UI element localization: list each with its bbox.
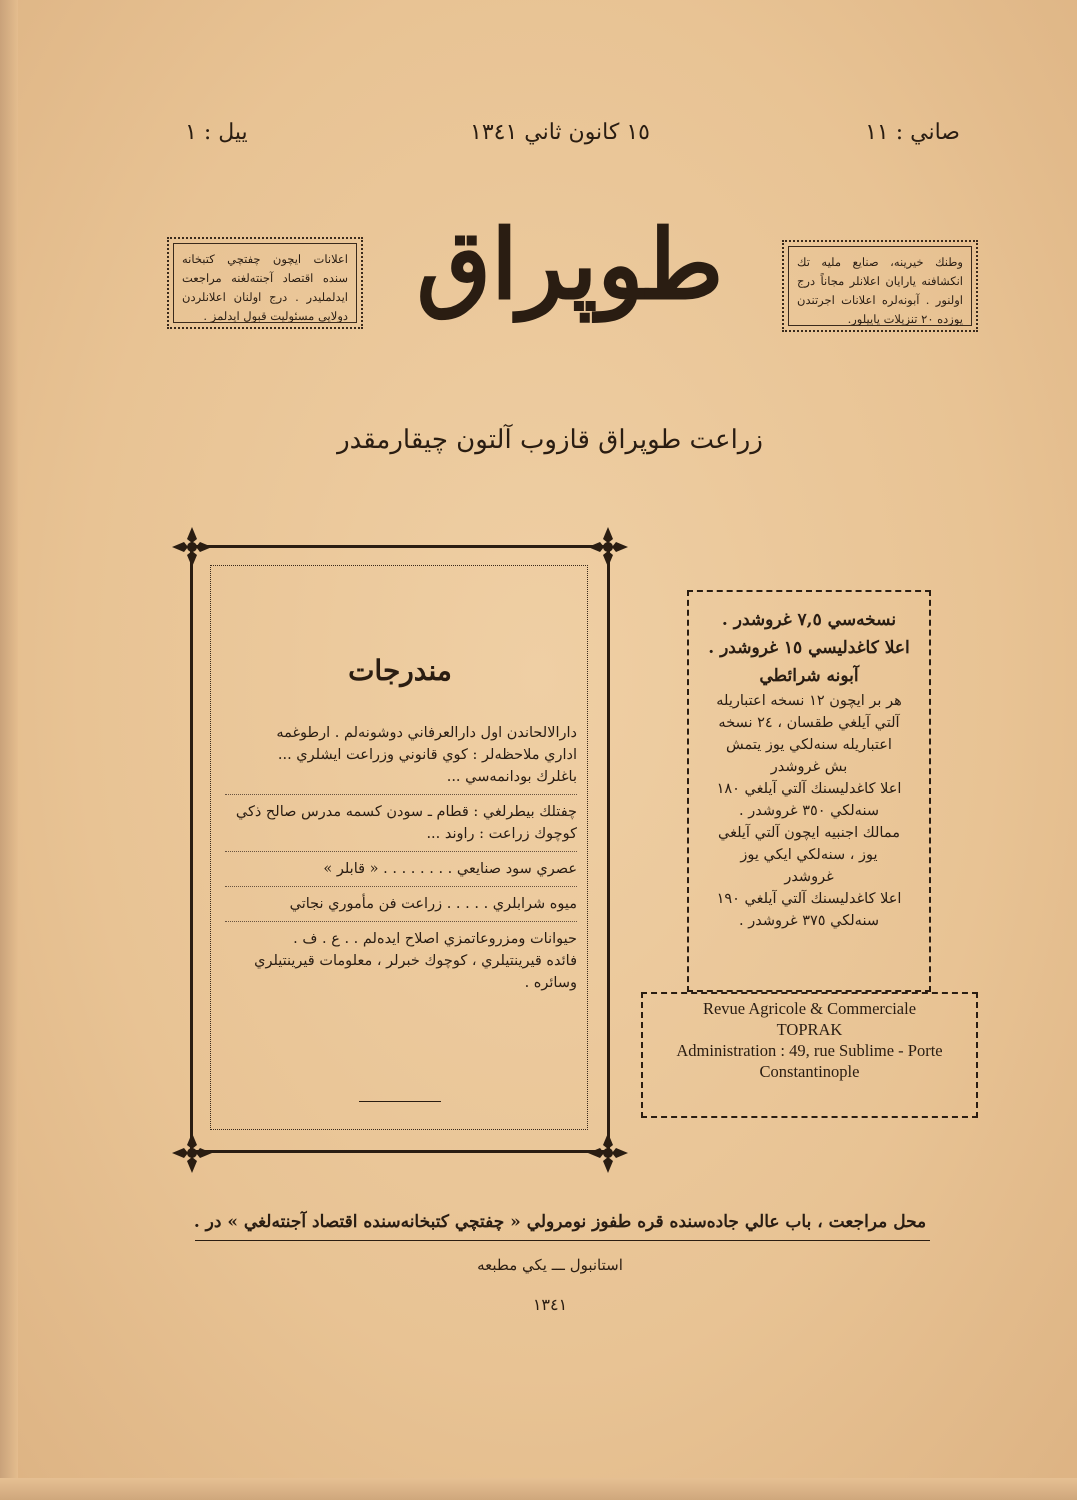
price-row: غروشدر [784,869,834,885]
price-row: سنه‌لكي ٣٥٠ غروشدر . [739,803,879,819]
toc-group [225,716,577,795]
price-premium-issue: اعلا كاغدليسي ١٥ غروشدر . [708,638,910,658]
masthead [360,170,780,390]
contents-end-rule [359,1101,441,1102]
paper-edge-bottom [0,1478,1077,1500]
toc-entry: دارالالحاندن اول دارالعرفاني دوشونه‌لم . ارطوغمه [276,725,577,741]
subscription-price-box [687,590,931,992]
toc-entry: ميوه شرابلري . . . . . زراعت فن مأموري نجاتي [289,896,577,912]
contents-heading: مندرجات [348,654,452,687]
price-row: اعلا كاغدليسنك آلتي آيلغي ١٨٠ [716,781,902,797]
volume-year: ييل : ١ [185,120,248,145]
publication-year: ١٣٤١ [532,1295,568,1314]
masthead-title: طوپراق [416,208,724,321]
toc-entry: اداري ملاحظه‌لر : كوي قانوني وزراعت ايشلري ... [277,747,577,763]
paper-edge-left [0,0,18,1500]
price-row: ممالك اجنبيه ايچون آلتي آيلغي [718,825,900,841]
price-row: سنه‌لكي ٣٧٥ غروشدر . [739,913,879,929]
toc-group [225,922,577,1000]
contents-list [225,716,577,1000]
toc-entry: چفتلك بيطرلغي : قطام ـ سودن كسمه مدرس صالح ذكي [235,804,577,820]
issue-number: صاني : ١١ [865,120,960,145]
price-row: هر بر ايچون ١٢ نسخه اعتباريله [716,693,902,709]
revue-title: Revue Agricole & Commerciale [702,999,917,1018]
contents-inner-border [210,565,588,1130]
toc-group [225,887,577,922]
revue-name: TOPRAK [776,1020,843,1039]
footer-address: محل مراجعت ، باب عالي جاده‌سنده قره طفوز نومرولي « چفتچي كتبخانه‌سنده اقتصاد آجنته‌لغي » در . [193,1212,927,1232]
price-row: آلتي آيلغي طقسان ، ٢٤ نسخه [718,715,900,731]
city-name: Constantinople [759,1062,860,1081]
motto: زراعت طوپراق قازوب آلتون چيقارمقدر [337,425,763,455]
price-row: اعتباريله سنه‌لكي يوز يتمش [726,737,892,753]
toc-entry: وسائره . [524,975,577,991]
price-row: اعلا كاغدليسنك آلتي آيلغي ١٩٠ [716,891,902,907]
contents-frame [170,525,630,1175]
toc-entry: كوچوك زراعت : راوند ... [426,826,577,842]
issue-date: ١٥ كانون ثاني ١٣٤١ [470,120,650,145]
administration-address: Administration : 49, rue Sublime - Porte [676,1041,943,1060]
footer-rule [195,1240,930,1241]
french-title-box [641,992,978,1118]
price-single-issue: نسخه‌سي ٧,٥ غروشدر . [721,610,897,630]
subscription-terms-heading: آبونه شرائطي [759,666,859,686]
notice-box-left [167,237,363,329]
price-row: بش غروشدر [770,759,848,775]
toc-entry: باغلرك بودانمه‌سي ... [446,769,577,785]
toc-group [225,795,577,852]
printer-imprint: استانبول ـــ يكي مطبعه [477,1256,623,1274]
notice-box-right [782,240,978,332]
toc-group [225,852,577,887]
notice-right-text: وطنك خيرينه، صنايع مليه تك انكشافنه يارايان اعلانلر مجاناً درج اولنور . آبونه‌لره اعلانات اجرتندن يوزده ٢٠ تنزيلات ياپيلور. [788,246,972,326]
toc-entry: فائده قيرينتيلري ، كوچوك خبرلر ، معلومات قيرينتيلري [254,953,577,969]
price-row: يوز ، سنه‌لكي ايكي يوز [740,847,878,863]
toc-entry: عصري سود صنايعي . . . . . . . . « قابلر » [323,861,577,877]
notice-left-text: اعلانات ايچون چفتچي كتبخانه سنده اقتصاد آجنته‌لغنه مراجعت ايدلمليدر . درج اولنان اعلانلردن دولايي مسئوليت قبول ايدلمز . [173,243,357,323]
toc-entry: حيوانات ومزروعاتمزي اصلاح ايده‌لم . . ع . ف . [293,931,577,947]
